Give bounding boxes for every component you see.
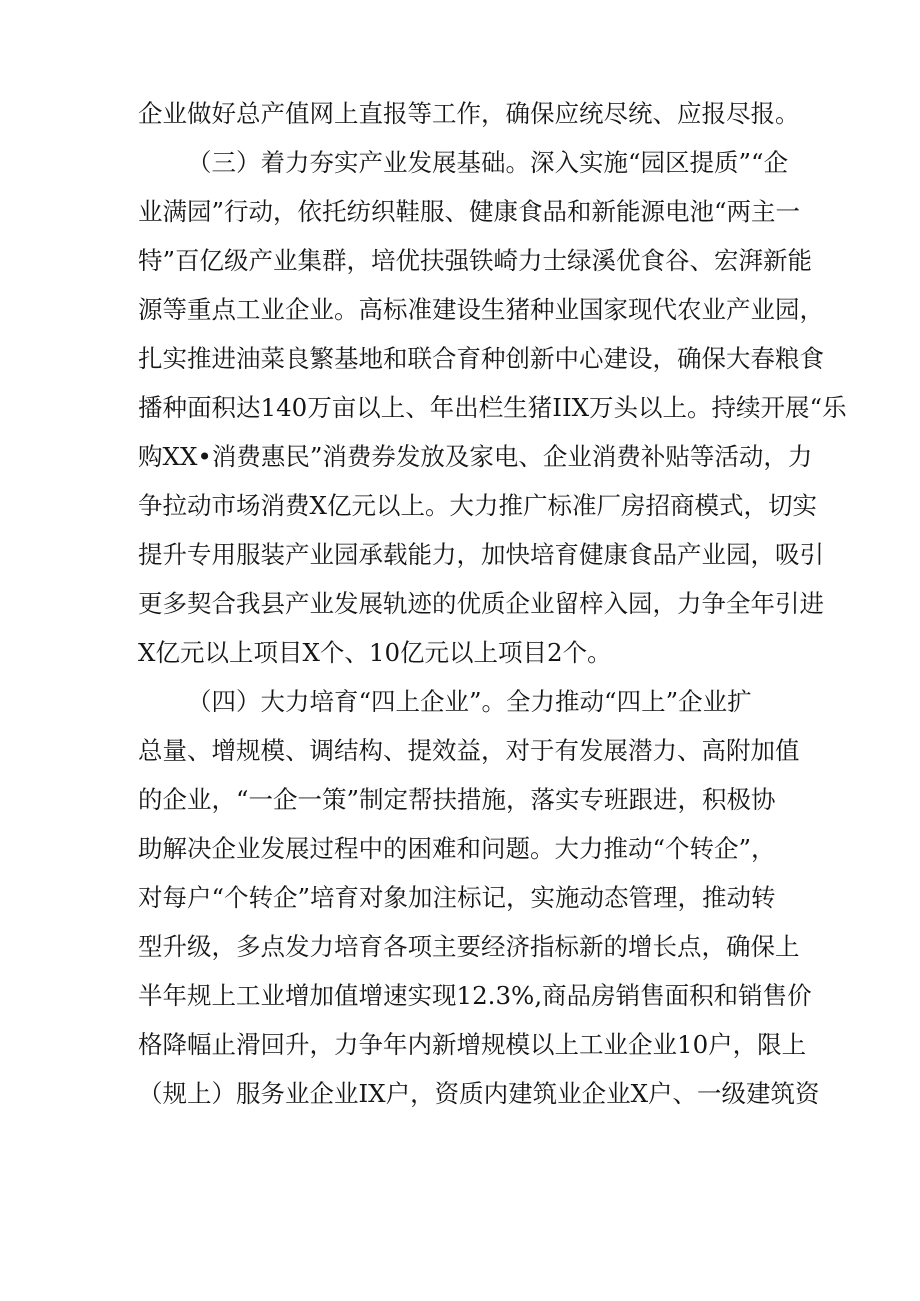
text-line: X亿元以上项目X个、10亿元以上项目2个。 (138, 638, 612, 667)
text-line: 播种面积达140万亩以上、年出栏生猪IIX万头以上。持续开展“乐 (138, 393, 847, 422)
text-line: 业满园”行动，依托纺织鞋服、健康食品和新能源电池“两主一 (138, 197, 801, 226)
text-line: 助解决企业发展过程中的困难和问题。大力推动“个转企”， (138, 834, 776, 863)
text-line: 提升专用服装产业园承载能力，加快培育健康食品产业园，吸引 (138, 540, 824, 569)
text-line: 特”百亿级产业集群，培优扶强铁崎力士绿溪优食谷、宏湃新能 (138, 246, 813, 275)
text-line: 型升级，多点发力培育各项主要经济指标新的增长点，确保上 (138, 932, 800, 961)
text-line: 源等重点工业企业。高标准建设生猪种业国家现代农业产业园， (138, 295, 824, 324)
text-line: 扎实推进油菜良繁基地和联合育种创新中心建设，确保大春粮食 (138, 344, 824, 373)
text-line: 购XX•消费惠民”消费券发放及家电、企业消费补贴等活动，力 (138, 442, 813, 471)
text-line: 更多契合我县产业发展轨迹的优质企业留梓入园，力争全年引进 (138, 589, 824, 618)
text-line: 对每户“个转企”培育对象加注标记，实施动态管理，推动转 (138, 883, 776, 912)
section-heading-4: （四）大力培育“四上企业”。全力推动“四上”企业扩 (187, 687, 752, 716)
text-line: 争拉动市场消费X亿元以上。大力推广标准厂房招商模式，切实 (138, 491, 817, 520)
section-heading-3: （三）着力夯实产业发展基础。深入实施“园区提质”“企 (187, 148, 789, 177)
text-line: 格降幅止滑回升，力争年内新增规模以上工业企业10户，限上 (138, 1030, 807, 1059)
text-line: 总量、增规模、调结构、提效益，对于有发展潜力、高附加值 (138, 736, 800, 765)
text-line: （规上）服务业企业IX户，资质内建筑业企业X户、一级建筑资 (138, 1079, 820, 1108)
text-line: 企业做好总产值网上直报等工作，确保应统尽统、应报尽报。 (138, 99, 800, 128)
text-line: 的企业，“一企一策”制定帮扶措施，落实专班跟进，积极协 (138, 785, 776, 814)
text-line: 半年规上工业增加值增速实现12.3%,商品房销售面积和销售价 (138, 981, 812, 1010)
